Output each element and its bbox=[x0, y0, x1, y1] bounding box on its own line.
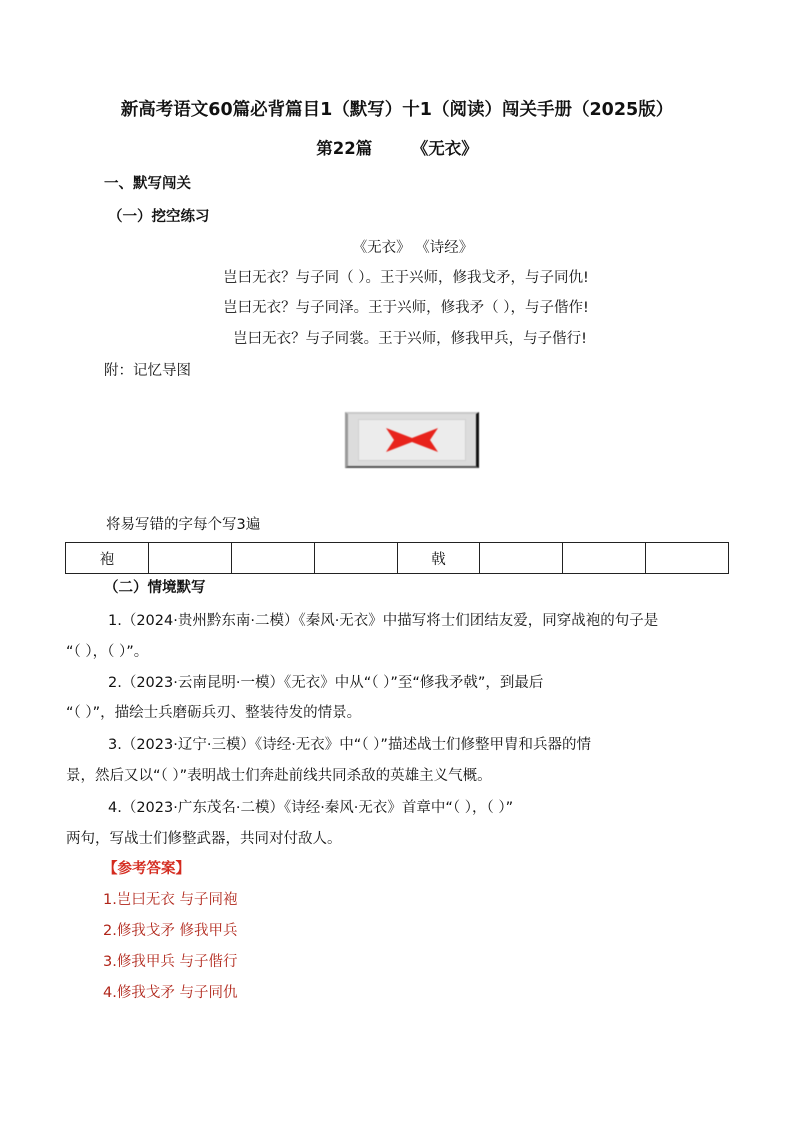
practice-grid bbox=[65, 542, 729, 574]
practice-grid-row bbox=[66, 543, 729, 574]
answer-4: 4.修我戈矛 与子同仇 bbox=[103, 985, 238, 1001]
poem-line-1: 岂曰无衣？与子同（ ）。王于兴师，修我戈矛，与子同仇! bbox=[223, 270, 589, 286]
practice-cell-blank[interactable] bbox=[563, 543, 646, 574]
answer-2: 2.修我戈矛 修我甲兵 bbox=[103, 923, 238, 939]
answer-1: 1.岂曰无衣 与子同袍 bbox=[103, 892, 238, 908]
question-2-line-1: 2.（2023·云南昆明·一模）《无衣》中从“（ ）”至“修我矛戟”，到最后 bbox=[108, 675, 544, 691]
question-3-line-2: 景，然后又以“（ ）”表明战士们奔赴前线共同杀敌的英雄主义气概。 bbox=[66, 768, 492, 784]
subsection-heading-context: （二）情境默写 bbox=[104, 580, 206, 596]
practice-instruction: 将易写错的字每个写3遍 bbox=[106, 517, 261, 533]
answer-3: 3.修我甲兵 与子偕行 bbox=[103, 954, 238, 970]
practice-cell-blank[interactable] bbox=[646, 543, 729, 574]
broken-image-icon bbox=[348, 414, 476, 466]
lesson-heading bbox=[0, 135, 794, 159]
practice-cell-ji: 戟 bbox=[397, 543, 480, 574]
question-4-line-1: 4.（2023·广东茂名·二模）《诗经·秦风·无衣》首章中“（ ），（ ）” bbox=[108, 800, 514, 816]
poem-title-line: 《无衣》 《诗经》 bbox=[352, 240, 474, 256]
question-1-line-1: 1.（2024·贵州黔东南·二模）《秦风·无衣》中描写将士们团结友爱，同穿战袍的句子是 bbox=[108, 613, 659, 629]
practice-cell-blank[interactable] bbox=[148, 543, 231, 574]
practice-cell-blank[interactable] bbox=[314, 543, 397, 574]
practice-cell-pao: 袍 bbox=[66, 543, 149, 574]
question-2-line-2: “（ ）”，描绘士兵磨砺兵刃、整装待发的情景。 bbox=[66, 705, 362, 721]
mind-map-image bbox=[345, 412, 479, 468]
answers-heading: 【参考答案】 bbox=[103, 861, 190, 877]
poem-line-2: 岂曰无衣？与子同泽。王于兴师，修我矛（ ），与子偕作! bbox=[223, 300, 589, 316]
lesson-title: 《无衣》 bbox=[411, 139, 478, 158]
question-3-line-1: 3.（2023·辽宁·三模）《诗经·无衣》中“（ ）”描述战士们修整甲胄和兵器的情 bbox=[108, 737, 591, 753]
section-heading-dictation: 一、默写闯关 bbox=[104, 176, 191, 192]
lesson-number: 第22篇 bbox=[316, 139, 373, 158]
poem-line-3: 岂曰无衣？与子同裳。王于兴师，修我甲兵，与子偕行! bbox=[233, 331, 587, 347]
subsection-heading-fill-blank: （一）挖空练习 bbox=[108, 209, 210, 225]
appendix-label: 附：记忆导图 bbox=[104, 363, 191, 379]
practice-cell-blank[interactable] bbox=[231, 543, 314, 574]
question-4-line-2: 两句，写战士们修整武器，共同对付敌人。 bbox=[66, 831, 342, 847]
practice-cell-blank[interactable] bbox=[480, 543, 563, 574]
document-title: 新高考语文60篇必背篇目1（默写）十1（阅读）闯关手册（2025版） bbox=[120, 100, 674, 120]
question-1-line-2: “（ ），（ ）”。 bbox=[66, 644, 149, 660]
